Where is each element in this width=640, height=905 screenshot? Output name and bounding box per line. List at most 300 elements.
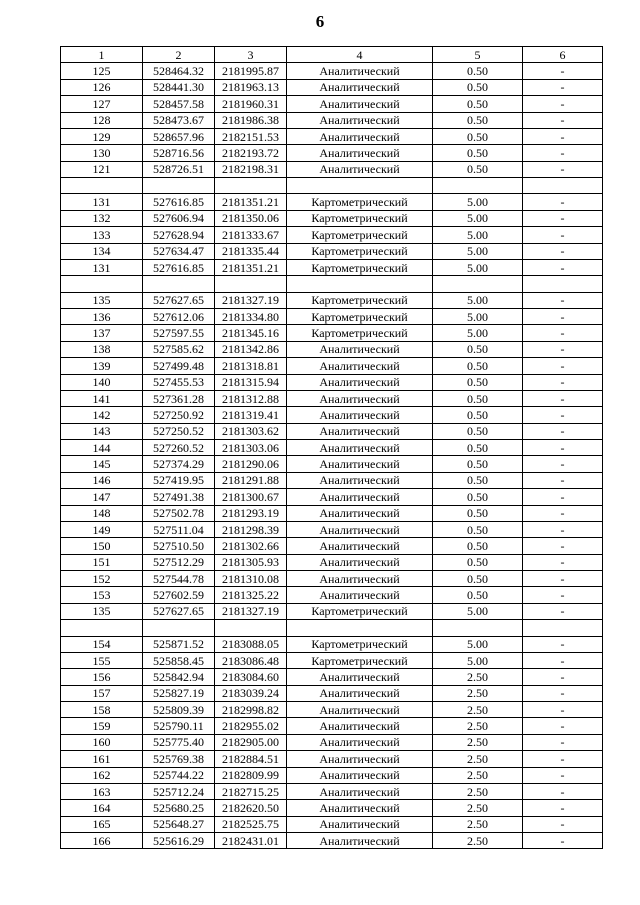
table-cell-col2: [143, 620, 215, 636]
table-cell-col1: 149: [61, 521, 143, 537]
table-cell-col5: 0.50: [433, 341, 523, 357]
table-cell-col2: 527597.55: [143, 325, 215, 341]
table-cell-col3: 2181345.16: [215, 325, 287, 341]
table-cell-col5: 0.50: [433, 161, 523, 177]
table-cell-col1: 150: [61, 538, 143, 554]
table-cell-col4: Аналитический: [287, 521, 433, 537]
table-row: [61, 112, 603, 128]
table-cell-col5: 2.50: [433, 783, 523, 799]
table-cell-col6: -: [523, 800, 603, 816]
table-cell-col4: [287, 276, 433, 292]
table-cell-col1: 165: [61, 816, 143, 832]
table-row: [61, 194, 603, 210]
table-cell-col3: 2182151.53: [215, 128, 287, 144]
table-cell-col3: 2181327.19: [215, 603, 287, 619]
table-cell-col6: -: [523, 652, 603, 668]
table-cell-col5: 0.50: [433, 505, 523, 521]
table-cell-col2: 527544.78: [143, 571, 215, 587]
table-cell-col5: 5.00: [433, 636, 523, 652]
table-row: [61, 325, 603, 341]
table-cell-col2: 527585.62: [143, 341, 215, 357]
table-row: [61, 669, 603, 685]
table-cell-col3: 2181325.22: [215, 587, 287, 603]
table-cell-col1: 129: [61, 128, 143, 144]
table-cell-col6: -: [523, 390, 603, 406]
table-cell-col6: -: [523, 702, 603, 718]
table-cell-col2: 527616.85: [143, 259, 215, 275]
table-cell-col5: 0.50: [433, 112, 523, 128]
table-cell-col2: 527510.50: [143, 538, 215, 554]
table-cell-col1: 163: [61, 783, 143, 799]
table-cell-col6: -: [523, 587, 603, 603]
table-cell-col3: 2183039.24: [215, 685, 287, 701]
coordinates-table: [60, 46, 603, 849]
table-cell-col5: 2.50: [433, 685, 523, 701]
table-cell-col3: 2181995.87: [215, 63, 287, 79]
table-cell-col4: Аналитический: [287, 390, 433, 406]
table-cell-col4: Аналитический: [287, 489, 433, 505]
table-cell-col1: 157: [61, 685, 143, 701]
table-cell-col5: 2.50: [433, 669, 523, 685]
table-cell-col2: 528464.32: [143, 63, 215, 79]
table-cell-col4: Аналитический: [287, 407, 433, 423]
table-cell-col4: Картометрический: [287, 292, 433, 308]
table-cell-col1: 146: [61, 472, 143, 488]
table-cell-col4: Картометрический: [287, 259, 433, 275]
table-row: [61, 734, 603, 750]
table-cell-col4: Аналитический: [287, 161, 433, 177]
table-cell-col5: 5.00: [433, 292, 523, 308]
table-cell-col4: Аналитический: [287, 358, 433, 374]
table-cell-col5: [433, 178, 523, 194]
table-cell-col6: -: [523, 145, 603, 161]
table-cell-col2: 527606.94: [143, 210, 215, 226]
table-cell-col6: -: [523, 259, 603, 275]
table-cell-col6: -: [523, 734, 603, 750]
table-cell-col3: 2181333.67: [215, 227, 287, 243]
table-cell-col1: 154: [61, 636, 143, 652]
table-cell-col3: 2181303.06: [215, 440, 287, 456]
table-header-col2: 2: [143, 47, 215, 63]
table-cell-col1: 136: [61, 309, 143, 325]
table-cell-col3: 2181293.19: [215, 505, 287, 521]
table-cell-col3: 2181960.31: [215, 96, 287, 112]
table-cell-col5: 2.50: [433, 833, 523, 849]
table-row: [61, 587, 603, 603]
table-spacer-row: [61, 620, 603, 636]
table-cell-col3: 2181302.66: [215, 538, 287, 554]
table-cell-col3: 2183084.60: [215, 669, 287, 685]
table-cell-col1: 134: [61, 243, 143, 259]
table-row: [61, 751, 603, 767]
table-cell-col5: 0.50: [433, 358, 523, 374]
table-cell-col2: 527361.28: [143, 390, 215, 406]
table-cell-col4: Аналитический: [287, 505, 433, 521]
table-cell-col5: 5.00: [433, 210, 523, 226]
table-row: [61, 554, 603, 570]
table-row: [61, 358, 603, 374]
table-cell-col4: Картометрический: [287, 325, 433, 341]
table-cell-col1: 145: [61, 456, 143, 472]
table-cell-col3: [215, 276, 287, 292]
table-cell-col6: -: [523, 63, 603, 79]
table-spacer-row: [61, 178, 603, 194]
table-row: [61, 128, 603, 144]
table-cell-col5: 0.50: [433, 63, 523, 79]
table-row: [61, 227, 603, 243]
table-cell-col5: 2.50: [433, 702, 523, 718]
table-row: [61, 407, 603, 423]
table-row: [61, 390, 603, 406]
table-cell-col6: -: [523, 243, 603, 259]
table-row: [61, 783, 603, 799]
table-cell-col3: 2181334.80: [215, 309, 287, 325]
table-cell-col3: 2181298.39: [215, 521, 287, 537]
table-row: [61, 702, 603, 718]
table-cell-col3: 2181319.41: [215, 407, 287, 423]
table-cell-col6: -: [523, 358, 603, 374]
table-row: [61, 440, 603, 456]
table-cell-col6: -: [523, 554, 603, 570]
table-row: [61, 472, 603, 488]
table-cell-col5: 5.00: [433, 194, 523, 210]
table-cell-col3: 2181290.06: [215, 456, 287, 472]
table-row: [61, 571, 603, 587]
table-row: [61, 816, 603, 832]
table-cell-col2: 528473.67: [143, 112, 215, 128]
table-cell-col5: 0.50: [433, 96, 523, 112]
table-cell-col1: 135: [61, 603, 143, 619]
table-cell-col1: 131: [61, 194, 143, 210]
table-cell-col4: Аналитический: [287, 800, 433, 816]
table-cell-col6: -: [523, 341, 603, 357]
table-cell-col5: 0.50: [433, 587, 523, 603]
table-cell-col3: 2181315.94: [215, 374, 287, 390]
table-cell-col5: 0.50: [433, 554, 523, 570]
table-cell-col3: 2182884.51: [215, 751, 287, 767]
table-cell-col6: -: [523, 161, 603, 177]
table-row: [61, 767, 603, 783]
table-cell-col1: 141: [61, 390, 143, 406]
table-cell-col4: [287, 620, 433, 636]
table-cell-col4: Аналитический: [287, 783, 433, 799]
table-cell-col1: 126: [61, 79, 143, 95]
table-cell-col1: 130: [61, 145, 143, 161]
table-cell-col2: 527627.65: [143, 603, 215, 619]
table-cell-col2: 528441.30: [143, 79, 215, 95]
table-cell-col2: 525827.19: [143, 685, 215, 701]
table-cell-col5: 5.00: [433, 227, 523, 243]
table-cell-col6: -: [523, 423, 603, 439]
table-cell-col4: Аналитический: [287, 128, 433, 144]
table-cell-col3: 2181351.21: [215, 259, 287, 275]
table-cell-col3: 2181327.19: [215, 292, 287, 308]
table-cell-col2: 525871.52: [143, 636, 215, 652]
table-cell-col6: -: [523, 783, 603, 799]
table-cell-col6: [523, 276, 603, 292]
table-cell-col2: [143, 178, 215, 194]
table-row: [61, 833, 603, 849]
table-cell-col6: -: [523, 521, 603, 537]
table-cell-col5: 2.50: [433, 718, 523, 734]
table-cell-col3: 2182809.99: [215, 767, 287, 783]
table-header-col4: 4: [287, 47, 433, 63]
table-cell-col3: 2181312.88: [215, 390, 287, 406]
table-cell-col6: -: [523, 374, 603, 390]
table-row: [61, 161, 603, 177]
table-cell-col4: Аналитический: [287, 587, 433, 603]
table-cell-col3: 2181310.08: [215, 571, 287, 587]
table-cell-col2: 527374.29: [143, 456, 215, 472]
table-cell-col2: 525744.22: [143, 767, 215, 783]
table-cell-col5: 0.50: [433, 374, 523, 390]
table-cell-col2: 527512.29: [143, 554, 215, 570]
table-row: [61, 718, 603, 734]
table-cell-col2: 527499.48: [143, 358, 215, 374]
table-cell-col2: 527634.47: [143, 243, 215, 259]
table-cell-col3: 2181963.13: [215, 79, 287, 95]
table-cell-col2: 525842.94: [143, 669, 215, 685]
table-row: [61, 603, 603, 619]
table-row: [61, 341, 603, 357]
table-cell-col6: -: [523, 79, 603, 95]
table-cell-col5: 5.00: [433, 652, 523, 668]
table-cell-col5: 0.50: [433, 407, 523, 423]
table-cell-col1: 156: [61, 669, 143, 685]
table-cell-col2: 525648.27: [143, 816, 215, 832]
table-cell-col2: 528657.96: [143, 128, 215, 144]
page-number: 6: [315, 12, 325, 31]
table-cell-col3: 2181342.86: [215, 341, 287, 357]
table-cell-col6: -: [523, 816, 603, 832]
table-header-col3: 3: [215, 47, 287, 63]
table-cell-col6: -: [523, 718, 603, 734]
table-cell-col6: -: [523, 505, 603, 521]
table-cell-col4: Аналитический: [287, 456, 433, 472]
table-cell-col1: 162: [61, 767, 143, 783]
table-cell-col2: 528716.56: [143, 145, 215, 161]
table-cell-col6: [523, 620, 603, 636]
table-cell-col1: 137: [61, 325, 143, 341]
table-cell-col6: -: [523, 636, 603, 652]
table-row: [61, 456, 603, 472]
table-cell-col5: 0.50: [433, 472, 523, 488]
table-cell-col4: Картометрический: [287, 227, 433, 243]
table-cell-col5: 5.00: [433, 259, 523, 275]
table-cell-col4: Аналитический: [287, 423, 433, 439]
table-cell-col5: 2.50: [433, 816, 523, 832]
table-cell-col3: 2182198.31: [215, 161, 287, 177]
table-cell-col4: Аналитический: [287, 669, 433, 685]
table-cell-col2: 527612.06: [143, 309, 215, 325]
table-cell-col5: 0.50: [433, 423, 523, 439]
table-cell-col1: 147: [61, 489, 143, 505]
table-cell-col3: 2181318.81: [215, 358, 287, 374]
table-cell-col4: Аналитический: [287, 554, 433, 570]
table-cell-col1: 127: [61, 96, 143, 112]
table-cell-col6: -: [523, 833, 603, 849]
table-cell-col1: 153: [61, 587, 143, 603]
table-cell-col6: -: [523, 538, 603, 554]
table-cell-col2: 525809.39: [143, 702, 215, 718]
table-cell-col4: Аналитический: [287, 63, 433, 79]
table-cell-col5: 0.50: [433, 571, 523, 587]
table-cell-col3: 2183086.48: [215, 652, 287, 668]
table-cell-col6: -: [523, 227, 603, 243]
table-cell-col3: 2182715.25: [215, 783, 287, 799]
table-cell-col2: 527260.52: [143, 440, 215, 456]
table-cell-col3: 2182998.82: [215, 702, 287, 718]
table-cell-col1: 125: [61, 63, 143, 79]
table-cell-col6: -: [523, 603, 603, 619]
table-cell-col1: 155: [61, 652, 143, 668]
table-cell-col3: 2182431.01: [215, 833, 287, 849]
table-cell-col5: 5.00: [433, 325, 523, 341]
table-cell-col5: 2.50: [433, 751, 523, 767]
table-cell-col5: 5.00: [433, 243, 523, 259]
table-cell-col1: 142: [61, 407, 143, 423]
table-cell-col1: 166: [61, 833, 143, 849]
table-cell-col2: 527628.94: [143, 227, 215, 243]
table-cell-col4: Картометрический: [287, 652, 433, 668]
table-cell-col6: -: [523, 751, 603, 767]
table-cell-col1: 160: [61, 734, 143, 750]
table-cell-col3: 2183088.05: [215, 636, 287, 652]
table-cell-col1: 144: [61, 440, 143, 456]
table-cell-col5: 0.50: [433, 456, 523, 472]
table-cell-col6: -: [523, 767, 603, 783]
table-cell-col2: 527250.52: [143, 423, 215, 439]
table-cell-col1: [61, 276, 143, 292]
table-cell-col4: Аналитический: [287, 112, 433, 128]
table-cell-col4: Аналитический: [287, 96, 433, 112]
table-row: [61, 800, 603, 816]
table-cell-col5: 0.50: [433, 489, 523, 505]
table-cell-col5: [433, 276, 523, 292]
table-cell-col6: -: [523, 440, 603, 456]
table-row: [61, 243, 603, 259]
table-row: [61, 63, 603, 79]
table-cell-col4: Картометрический: [287, 243, 433, 259]
table-cell-col1: 151: [61, 554, 143, 570]
table-cell-col4: Аналитический: [287, 341, 433, 357]
table-row: [61, 79, 603, 95]
table-cell-col4: Аналитический: [287, 685, 433, 701]
table-body: [61, 63, 603, 849]
table-cell-col2: 525790.11: [143, 718, 215, 734]
table-cell-col2: 525775.40: [143, 734, 215, 750]
table-cell-col2: 527511.04: [143, 521, 215, 537]
table-cell-col6: -: [523, 325, 603, 341]
table-row: [61, 489, 603, 505]
table-cell-col1: 152: [61, 571, 143, 587]
table-cell-col1: 161: [61, 751, 143, 767]
table-cell-col2: 527419.95: [143, 472, 215, 488]
table-cell-col2: 525769.38: [143, 751, 215, 767]
table-cell-col1: 140: [61, 374, 143, 390]
table-cell-col1: 139: [61, 358, 143, 374]
table-header-col6: 6: [523, 47, 603, 63]
table-cell-col6: -: [523, 472, 603, 488]
table-cell-col3: 2181986.38: [215, 112, 287, 128]
table-cell-col2: 525680.25: [143, 800, 215, 816]
table-cell-col4: Аналитический: [287, 145, 433, 161]
table-cell-col1: 128: [61, 112, 143, 128]
table-row: [61, 538, 603, 554]
table-row: [61, 259, 603, 275]
table-cell-col1: [61, 178, 143, 194]
table-cell-col3: 2181300.67: [215, 489, 287, 505]
table-cell-col6: -: [523, 112, 603, 128]
table-cell-col5: 5.00: [433, 309, 523, 325]
table-cell-col5: 0.50: [433, 128, 523, 144]
table-cell-col3: 2182620.50: [215, 800, 287, 816]
table-cell-col4: Аналитический: [287, 816, 433, 832]
table-cell-col3: 2181305.93: [215, 554, 287, 570]
table-cell-col3: 2182955.02: [215, 718, 287, 734]
table-cell-col4: Аналитический: [287, 767, 433, 783]
table-cell-col4: Аналитический: [287, 79, 433, 95]
table-header-col5: 5: [433, 47, 523, 63]
table-cell-col1: 121: [61, 161, 143, 177]
table-cell-col3: 2182193.72: [215, 145, 287, 161]
table-cell-col1: 131: [61, 259, 143, 275]
table-cell-col2: 527616.85: [143, 194, 215, 210]
table-cell-col4: Картометрический: [287, 210, 433, 226]
table-header-row: [61, 47, 603, 63]
table-cell-col6: -: [523, 309, 603, 325]
table-cell-col4: [287, 178, 433, 194]
table-row: [61, 210, 603, 226]
table-cell-col2: 525858.45: [143, 652, 215, 668]
table-cell-col6: -: [523, 571, 603, 587]
table-cell-col2: 525712.24: [143, 783, 215, 799]
table-cell-col1: 148: [61, 505, 143, 521]
table-cell-col6: -: [523, 128, 603, 144]
table-cell-col1: 158: [61, 702, 143, 718]
table-cell-col3: 2181291.88: [215, 472, 287, 488]
table-cell-col3: 2181303.62: [215, 423, 287, 439]
table-cell-col1: 138: [61, 341, 143, 357]
table-cell-col6: -: [523, 456, 603, 472]
table-header: [61, 47, 603, 63]
table-row: [61, 521, 603, 537]
table-cell-col6: -: [523, 407, 603, 423]
table-cell-col2: 527502.78: [143, 505, 215, 521]
table-cell-col3: 2182905.00: [215, 734, 287, 750]
table-cell-col6: -: [523, 194, 603, 210]
table-row: [61, 96, 603, 112]
table-cell-col4: Аналитический: [287, 538, 433, 554]
table-row: [61, 505, 603, 521]
table-cell-col6: -: [523, 669, 603, 685]
table-cell-col5: 0.50: [433, 79, 523, 95]
table-cell-col4: Картометрический: [287, 636, 433, 652]
table-cell-col5: 0.50: [433, 538, 523, 554]
table-cell-col2: 528457.58: [143, 96, 215, 112]
table-header-col1: 1: [61, 47, 143, 63]
table-cell-col5: [433, 620, 523, 636]
table-cell-col1: 133: [61, 227, 143, 243]
table-row: [61, 423, 603, 439]
table-cell-col2: 527455.53: [143, 374, 215, 390]
table-cell-col6: [523, 178, 603, 194]
table-row: [61, 652, 603, 668]
table-cell-col4: Картометрический: [287, 309, 433, 325]
table-cell-col4: Картометрический: [287, 603, 433, 619]
table-cell-col4: Аналитический: [287, 440, 433, 456]
table-cell-col5: 5.00: [433, 603, 523, 619]
